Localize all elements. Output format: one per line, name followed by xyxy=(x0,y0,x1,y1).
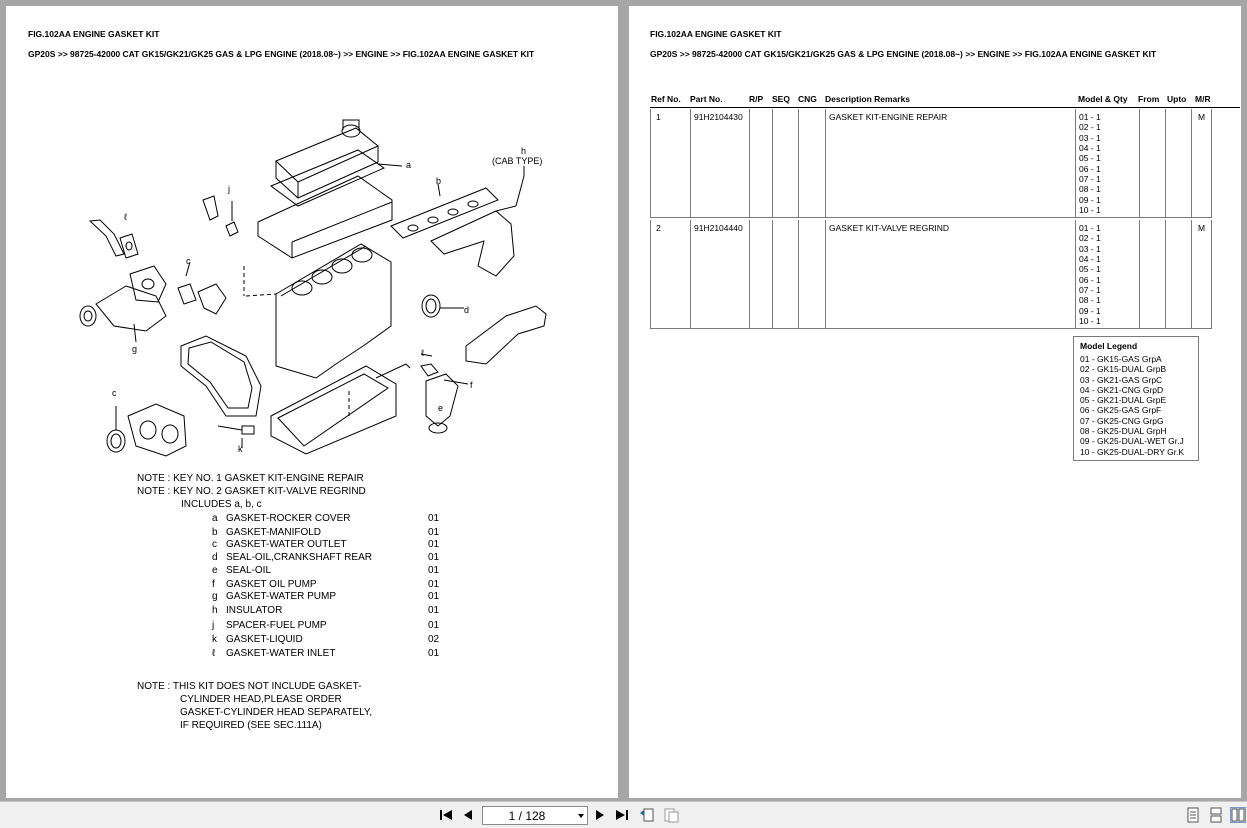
model-qty: 05 - 1 xyxy=(1079,264,1101,275)
include-qty: 01 xyxy=(428,620,440,631)
pdf-toolbar xyxy=(0,801,1247,828)
legend-entry: 04 - GK21-CNG GrpD xyxy=(1080,384,1164,395)
column-divider xyxy=(690,220,691,328)
col-ref-no: Ref No. xyxy=(651,94,681,104)
model-qty-list xyxy=(1079,223,1101,326)
legend-title: Model Legend xyxy=(1080,341,1138,351)
include-key: b xyxy=(212,527,218,538)
fig-title: FIG.102AA ENGINE GASKET KIT xyxy=(28,29,160,39)
include-name: GASKET OIL PUMP xyxy=(226,579,317,590)
include-name: GASKET-LIQUID xyxy=(226,634,303,645)
model-qty: 03 - 1 xyxy=(1079,243,1101,254)
legend-entry: 03 - GK21-GAS GrpC xyxy=(1080,374,1163,385)
include-key: c xyxy=(212,539,217,550)
model-qty: 10 - 1 xyxy=(1079,205,1101,216)
model-qty: 07 - 1 xyxy=(1079,174,1101,185)
include-qty: 01 xyxy=(428,513,440,524)
rear-seal-part xyxy=(422,295,440,317)
note-key-1: NOTE : KEY NO. 1 GASKET KIT-ENGINE REPAIR xyxy=(137,473,364,484)
include-name: SEAL-OIL,CRANKSHAFT REAR xyxy=(226,552,372,563)
include-qty: 01 xyxy=(428,552,440,563)
breadcrumb: GP20S >> 98725-42000 CAT GK15/GK21/GK25 GAS & LPG ENGINE (2018.08~) >> ENGINE >> FIG.102AA ENGINE GASKET KIT xyxy=(650,49,1157,59)
include-qty: 01 xyxy=(428,539,440,550)
model-qty: 01 - 1 xyxy=(1079,223,1101,233)
column-divider xyxy=(772,220,773,328)
label-l: ℓ xyxy=(124,212,127,222)
model-qty: 07 - 1 xyxy=(1079,285,1101,296)
model-qty: 08 - 1 xyxy=(1079,295,1101,306)
col-cng: CNG xyxy=(798,94,817,104)
column-divider xyxy=(798,220,799,328)
include-name: SPACER-FUEL PUMP xyxy=(226,620,327,631)
include-name: INSULATOR xyxy=(226,605,283,616)
label-a: a xyxy=(406,160,412,170)
model-qty: 04 - 1 xyxy=(1079,143,1101,154)
fig-title: FIG.102AA ENGINE GASKET KIT xyxy=(650,29,782,39)
label-cab-type: (CAB TYPE) xyxy=(492,156,543,166)
legend-entry: 05 - GK21-DUAL GrpE xyxy=(1080,395,1167,406)
fuel-spacer-part xyxy=(226,222,238,236)
outlet-gasket-part xyxy=(178,284,196,304)
forward-view-icon[interactable] xyxy=(663,807,679,823)
exhaust-pipe-part xyxy=(466,306,546,364)
col-upto: Upto xyxy=(1167,94,1187,104)
include-name: GASKET-WATER OUTLET xyxy=(226,539,347,550)
include-name: SEAL-OIL xyxy=(226,565,272,576)
water-pump-part xyxy=(96,286,166,331)
legend-entry: 01 - GK15-GAS GrpA xyxy=(1080,354,1162,364)
include-qty: 01 xyxy=(428,605,440,616)
page-indicator: 1 / 128 xyxy=(508,809,546,823)
model-qty: 02 - 1 xyxy=(1079,233,1101,244)
include-key: g xyxy=(212,591,218,602)
include-qty: 02 xyxy=(428,634,440,645)
label-f: f xyxy=(470,380,473,390)
header-rule xyxy=(650,107,1240,108)
model-qty: 01 - 1 xyxy=(1079,112,1101,122)
include-key: f xyxy=(212,579,215,590)
column-divider xyxy=(772,109,773,217)
cylinder-head-part xyxy=(258,176,392,258)
model-qty: 09 - 1 xyxy=(1079,194,1101,205)
page-number-select[interactable] xyxy=(482,806,588,825)
column-divider xyxy=(1075,109,1076,217)
include-key: k xyxy=(212,634,217,645)
rocker-gasket-part xyxy=(271,150,384,206)
column-divider xyxy=(1191,109,1192,217)
model-qty: 09 - 1 xyxy=(1079,305,1101,316)
right-page xyxy=(629,6,1241,798)
include-key: j xyxy=(212,620,215,631)
label-l2: ℓ xyxy=(421,348,424,358)
two-page-icon[interactable] xyxy=(1230,807,1246,823)
mr-flag: M xyxy=(1198,112,1206,122)
legend-entry: 09 - GK25-DUAL-WET Gr.J xyxy=(1080,436,1184,447)
part-no: 91H2104430 xyxy=(694,112,743,122)
note-includes: INCLUDES a, b, c xyxy=(181,499,262,510)
legend-entry: 07 - GK25-CNG GrpG xyxy=(1080,415,1164,426)
chevron-down-icon xyxy=(578,814,584,818)
description: GASKET KIT-ENGINE REPAIR xyxy=(829,112,948,122)
include-key: d xyxy=(212,552,218,563)
legend-entry: 02 - GK15-DUAL GrpB xyxy=(1080,364,1167,375)
back-view-icon[interactable] xyxy=(639,807,655,823)
label-g: g xyxy=(132,344,138,354)
column-divider xyxy=(690,109,691,217)
last-page-icon[interactable] xyxy=(614,807,630,823)
column-divider xyxy=(1139,220,1140,328)
legend-entry: 06 - GK25-GAS GrpF xyxy=(1080,405,1162,416)
column-divider xyxy=(749,220,750,328)
col-rp: R/P xyxy=(749,94,764,104)
model-qty: 10 - 1 xyxy=(1079,316,1101,327)
note-3-line-4: IF REQUIRED (SEE SEC.111A) xyxy=(180,720,322,731)
legend-entry: 10 - GK25-DUAL-DRY Gr.K xyxy=(1080,446,1185,457)
include-qty: 01 xyxy=(428,565,440,576)
note-key-2: NOTE : KEY NO. 2 GASKET KIT-VALVE REGRIND xyxy=(137,486,366,497)
include-name: GASKET-MANIFOLD xyxy=(226,527,322,538)
ref-no: 2 xyxy=(656,223,661,233)
col-part-no: Part No. xyxy=(690,94,723,104)
include-qty: 01 xyxy=(428,579,440,590)
model-qty: 06 - 1 xyxy=(1079,274,1101,285)
column-divider xyxy=(798,109,799,217)
model-legend xyxy=(1073,336,1199,461)
include-key: a xyxy=(212,513,218,524)
breadcrumb: GP20S >> 98725-42000 CAT GK15/GK21/GK25 GAS & LPG ENGINE (2018.08~) >> ENGINE >> FIG.102AA ENGINE GASKET KIT xyxy=(28,49,535,59)
table-row[interactable] xyxy=(650,109,1212,218)
include-name: GASKET-WATER INLET xyxy=(226,648,336,659)
table-row[interactable] xyxy=(650,220,1212,329)
label-c2: c xyxy=(112,388,117,398)
label-k: k xyxy=(238,444,243,454)
prev-page-icon[interactable] xyxy=(460,807,476,823)
next-page-icon[interactable] xyxy=(592,807,608,823)
rocker-cover-part xyxy=(276,128,378,182)
model-qty: 05 - 1 xyxy=(1079,153,1101,164)
gasket-kit-diagram xyxy=(66,116,556,466)
model-qty: 04 - 1 xyxy=(1079,254,1101,265)
include-name: GASKET-ROCKER COVER xyxy=(226,513,351,524)
oil-pan-part xyxy=(271,366,396,454)
ref-no: 1 xyxy=(656,112,661,122)
model-qty: 06 - 1 xyxy=(1079,163,1101,174)
legend-entries xyxy=(1080,354,1192,457)
column-divider xyxy=(825,109,826,217)
include-key: e xyxy=(212,565,218,576)
label-b: b xyxy=(436,176,442,186)
label-c: c xyxy=(186,256,191,266)
col-seq: SEQ xyxy=(772,94,790,104)
include-name: GASKET-WATER PUMP xyxy=(226,591,337,602)
column-divider xyxy=(1139,109,1140,217)
include-key: ℓ xyxy=(212,648,216,659)
column-divider xyxy=(1165,220,1166,328)
column-divider xyxy=(1165,109,1166,217)
note-3-line-2: CYLINDER HEAD,PLEASE ORDER xyxy=(180,694,342,705)
exhaust-manifold-part xyxy=(391,188,498,238)
water-outlet-seal-part xyxy=(107,430,125,452)
column-divider xyxy=(749,109,750,217)
part-no: 91H2104440 xyxy=(694,223,743,233)
col-model-qty: Model & Qty xyxy=(1078,94,1128,104)
single-page-icon[interactable] xyxy=(1185,807,1201,823)
include-qty: 01 xyxy=(428,591,440,602)
label-j: j xyxy=(228,184,230,194)
col-mr: M/R xyxy=(1195,94,1211,104)
column-divider xyxy=(1075,220,1076,328)
continuous-page-icon[interactable] xyxy=(1208,807,1224,823)
column-divider xyxy=(825,220,826,328)
legend-entry: 08 - GK25-DUAL GrpH xyxy=(1080,426,1167,437)
model-qty: 03 - 1 xyxy=(1079,132,1101,143)
liquid-gasket-part xyxy=(218,426,242,430)
col-from: From xyxy=(1138,94,1160,104)
note-3-line-3: GASKET-CYLINDER HEAD SEPARATELY, xyxy=(180,707,373,718)
description: GASKET KIT-VALVE REGRIND xyxy=(829,223,949,233)
include-qty: 01 xyxy=(428,527,440,538)
label-h: h xyxy=(521,146,527,156)
model-qty: 02 - 1 xyxy=(1079,122,1101,133)
first-page-icon[interactable] xyxy=(438,807,454,823)
column-divider xyxy=(1191,220,1192,328)
model-qty-list xyxy=(1079,112,1101,215)
mr-flag: M xyxy=(1198,223,1206,233)
note-3-line-1: NOTE : THIS KIT DOES NOT INCLUDE GASKET- xyxy=(137,681,362,692)
model-qty: 08 - 1 xyxy=(1079,184,1101,195)
include-key: h xyxy=(212,605,218,616)
label-d: d xyxy=(464,305,470,315)
engine-block-part xyxy=(276,244,391,378)
include-qty: 01 xyxy=(428,648,440,659)
col-description: Description Remarks xyxy=(825,94,911,104)
left-page xyxy=(6,6,618,798)
label-e: e xyxy=(438,403,444,413)
